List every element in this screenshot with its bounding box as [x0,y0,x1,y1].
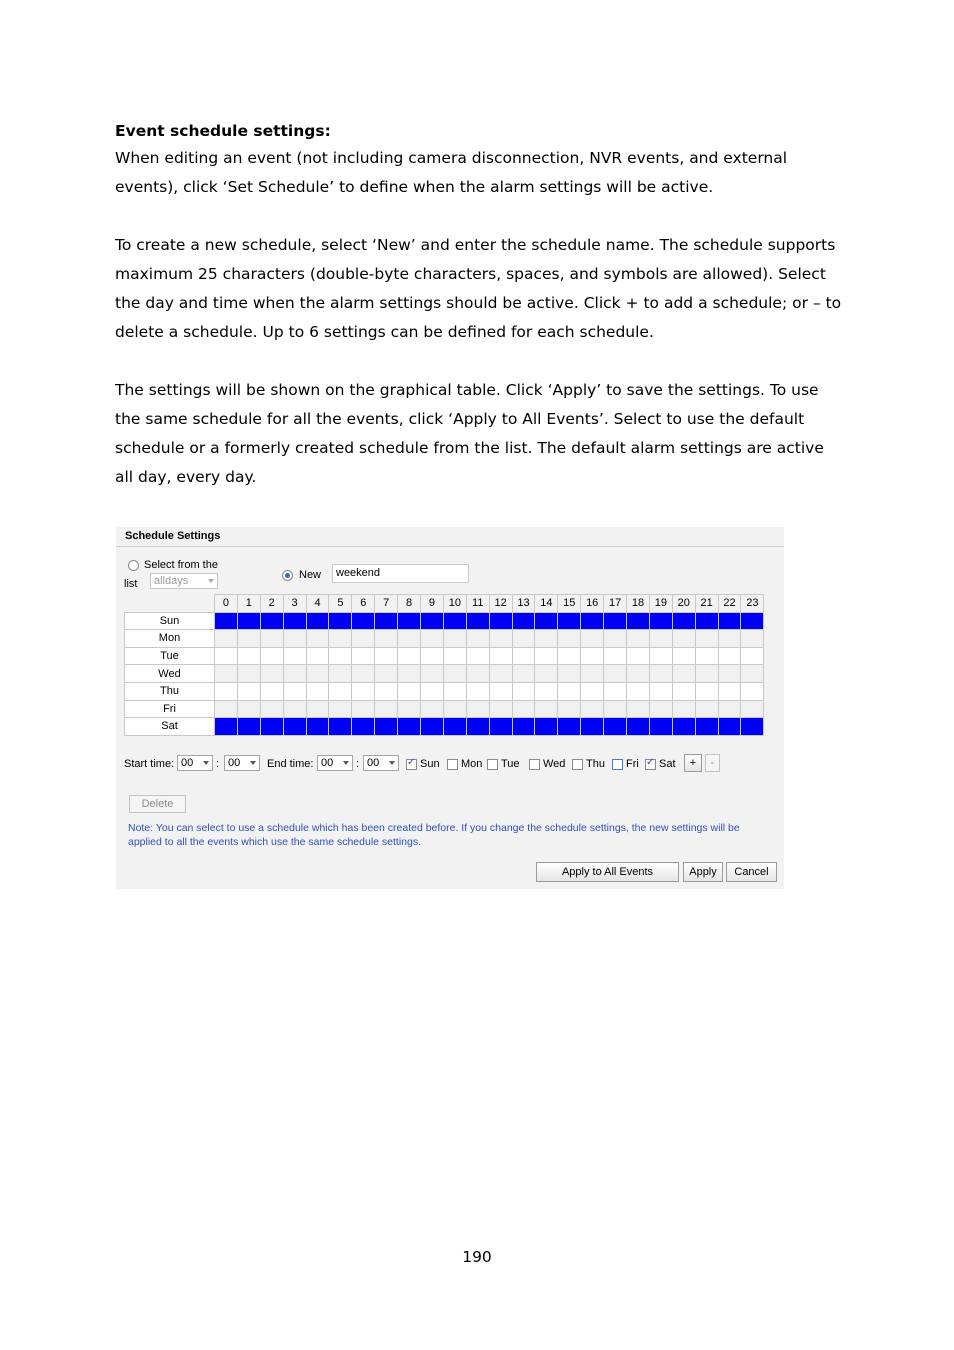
schedule-cell[interactable] [215,682,238,700]
hour-header: 4 [306,595,329,613]
schedule-cell[interactable] [649,630,672,648]
hour-header: 5 [329,595,352,613]
schedule-cell[interactable] [215,700,238,718]
schedule-cell[interactable] [443,612,466,630]
hour-header: 20 [672,595,695,613]
schedule-cell[interactable] [649,647,672,665]
start-hour-select[interactable] [177,755,213,771]
schedule-cell[interactable] [421,630,444,648]
schedule-cell[interactable] [306,682,329,700]
radio-icon[interactable] [128,560,139,571]
hour-header: 17 [604,595,627,613]
schedule-cell[interactable] [466,682,489,700]
schedule-cell[interactable] [627,718,650,736]
delete-button[interactable]: Delete [129,795,186,813]
hour-header: 21 [695,595,718,613]
schedule-cell[interactable] [260,647,283,665]
schedule-cell[interactable] [581,612,604,630]
schedule-cell[interactable] [215,647,238,665]
hour-header: 6 [352,595,375,613]
schedule-cell[interactable] [512,700,535,718]
add-schedule-button[interactable]: + [684,754,702,772]
schedule-cell[interactable] [558,700,581,718]
schedule-cell[interactable] [352,612,375,630]
schedule-cell[interactable] [581,665,604,683]
day-label: Wed [125,665,215,683]
schedule-row [125,682,764,700]
schedule-cell[interactable] [741,665,764,683]
day-checkbox-label: Wed [543,758,566,770]
schedule-cell[interactable] [581,700,604,718]
schedule-cell[interactable] [375,700,398,718]
start-hour-value: 00 [181,757,194,769]
schedule-cell[interactable] [535,700,558,718]
hour-header: 18 [627,595,650,613]
schedule-cell[interactable] [466,630,489,648]
schedule-cell[interactable] [627,612,650,630]
schedule-cell[interactable] [581,647,604,665]
schedule-cell[interactable] [283,682,306,700]
schedule-cell[interactable] [352,718,375,736]
hour-header: 23 [741,595,764,613]
day-checkbox-label: Fri [626,758,639,770]
end-minute-value: 00 [367,757,380,769]
schedule-cell[interactable] [489,718,512,736]
schedule-cell[interactable] [604,630,627,648]
hour-header: 7 [375,595,398,613]
hour-header: 19 [649,595,672,613]
schedule-cell[interactable] [558,682,581,700]
schedule-row [125,630,764,648]
day-label: Sat [125,718,215,736]
checkbox-checked-icon[interactable] [645,759,656,770]
hour-header: 2 [260,595,283,613]
schedule-cell[interactable] [695,612,718,630]
schedule-cell[interactable] [672,665,695,683]
schedule-cell[interactable] [352,700,375,718]
schedule-cell[interactable] [329,718,352,736]
schedule-cell[interactable] [260,718,283,736]
schedule-cell[interactable] [672,718,695,736]
schedule-cell[interactable] [306,612,329,630]
schedule-cell[interactable] [352,665,375,683]
schedule-cell[interactable] [283,647,306,665]
checkbox-icon[interactable] [612,759,623,770]
schedule-cell[interactable] [741,630,764,648]
schedule-cell[interactable] [558,647,581,665]
schedule-cell[interactable] [695,700,718,718]
schedule-row [125,700,764,718]
page-number: 190 [462,1248,492,1266]
schedule-cell[interactable] [215,630,238,648]
schedule-cell[interactable] [260,665,283,683]
schedule-cell[interactable] [512,682,535,700]
time-colon: : [356,758,360,770]
schedule-cell[interactable] [695,630,718,648]
schedule-cell[interactable] [443,665,466,683]
day-checkbox-sun[interactable] [406,758,440,770]
schedule-cell[interactable] [627,665,650,683]
schedule-cell[interactable] [741,718,764,736]
checkbox-icon[interactable] [447,759,458,770]
schedule-cell[interactable] [718,630,741,648]
schedule-cell[interactable] [398,647,421,665]
schedule-cell[interactable] [329,630,352,648]
schedule-cell[interactable] [283,665,306,683]
schedule-cell[interactable] [535,647,558,665]
hour-header: 0 [215,595,238,613]
chevron-down-icon [203,761,209,765]
schedule-cell[interactable] [672,612,695,630]
schedule-cell[interactable] [718,700,741,718]
schedule-cell[interactable] [329,700,352,718]
schedule-cell[interactable] [741,647,764,665]
schedule-cell[interactable] [306,647,329,665]
schedule-cell[interactable] [421,718,444,736]
hour-header: 11 [466,595,489,613]
schedule-grid [124,594,764,736]
schedule-name-input[interactable]: weekend [332,564,469,583]
schedule-cell[interactable] [260,612,283,630]
schedule-cell[interactable] [489,700,512,718]
schedule-cell[interactable] [466,718,489,736]
day-checkbox-tue[interactable] [487,758,520,770]
hour-header: 3 [283,595,306,613]
schedule-cell[interactable] [215,718,238,736]
schedule-cell[interactable] [581,682,604,700]
schedule-cell[interactable] [306,630,329,648]
schedule-cell[interactable] [443,682,466,700]
hour-header: 14 [535,595,558,613]
start-minute-value: 00 [228,757,241,769]
schedule-cell[interactable] [535,665,558,683]
schedule-cell[interactable] [535,630,558,648]
schedule-settings-panel [116,527,784,889]
day-checkbox-label: Sun [420,758,440,770]
schedule-cell[interactable] [237,700,260,718]
schedule-cell[interactable] [741,682,764,700]
schedule-cell[interactable] [237,682,260,700]
schedule-cell[interactable] [283,612,306,630]
schedule-cell[interactable] [627,647,650,665]
hour-header: 8 [398,595,421,613]
panel-title: Schedule Settings [125,530,221,542]
day-checkbox-label: Tue [501,758,520,770]
schedule-cell[interactable] [306,700,329,718]
schedule-cell[interactable] [283,630,306,648]
schedule-cell[interactable] [535,682,558,700]
schedule-cell[interactable] [627,682,650,700]
schedule-cell[interactable] [421,700,444,718]
schedule-cell[interactable] [375,665,398,683]
hour-header: 12 [489,595,512,613]
schedule-cell[interactable] [718,647,741,665]
schedule-cell[interactable] [260,682,283,700]
apply-to-all-events-button[interactable]: Apply to All Events [536,862,679,882]
schedule-cell[interactable] [512,718,535,736]
schedule-cell[interactable] [237,647,260,665]
schedule-cell[interactable] [375,630,398,648]
chevron-down-icon [208,579,214,583]
schedule-cell[interactable] [718,612,741,630]
schedule-cell[interactable] [237,612,260,630]
day-checkbox-mon[interactable] [447,758,482,770]
schedule-cell[interactable] [672,682,695,700]
schedule-cell[interactable] [558,630,581,648]
schedule-cell[interactable] [718,718,741,736]
start-time-label: Start time: [124,758,175,770]
chevron-down-icon [250,761,256,765]
schedule-cell[interactable] [558,612,581,630]
schedule-cell[interactable] [443,700,466,718]
schedule-cell[interactable] [741,700,764,718]
schedule-cell[interactable] [283,718,306,736]
section-heading: Event schedule settings: [115,122,331,140]
hour-header: 13 [512,595,535,613]
schedule-cell[interactable] [581,630,604,648]
schedule-cell[interactable] [604,647,627,665]
schedule-cell[interactable] [329,682,352,700]
schedule-cell[interactable] [260,630,283,648]
paragraph-graphical-table: The settings will be shown on the graphical table. Click ‘Apply’ to save the settings. To use the same schedule for all the events, click ‘Apply to All Events’. Select to use the default schedule or a formerly created schedule from the list. The default alarm settings are active all day, every day. [115,381,824,486]
schedule-cell[interactable] [421,665,444,683]
end-hour-select[interactable] [317,755,353,771]
schedule-cell[interactable] [443,630,466,648]
schedule-cell[interactable] [352,647,375,665]
schedule-cell[interactable] [604,612,627,630]
paragraph-intro: When editing an event (not including camera disconnection, NVR events, and external events), click ‘Set Schedule’ to define when the alarm settings will be active. [115,149,788,196]
schedule-cell[interactable] [512,665,535,683]
schedule-list-value: alldays [154,575,189,587]
schedule-cell[interactable] [421,647,444,665]
schedule-cell[interactable] [649,665,672,683]
day-label: Thu [125,682,215,700]
select-from-label: Select from the [144,559,218,571]
schedule-cell[interactable] [649,718,672,736]
paragraph-create-schedule: To create a new schedule, select ‘New’ and enter the schedule name. The schedule supports maximum 25 characters (double-byte characters, spaces, and symbols are allowed). Select the day and time when the alarm settings should be active. Click + to add a schedule; or – to delete a schedule. Up to 6 settings can be defined for each schedule. [115,236,842,341]
schedule-cell[interactable] [375,612,398,630]
schedule-cell[interactable] [489,612,512,630]
schedule-cell[interactable] [695,682,718,700]
hour-header: 9 [421,595,444,613]
schedule-cell[interactable] [649,700,672,718]
schedule-cell[interactable] [375,647,398,665]
hour-header: 22 [718,595,741,613]
remove-schedule-button[interactable]: - [705,754,720,772]
schedule-cell[interactable] [466,665,489,683]
schedule-cell[interactable] [215,665,238,683]
schedule-cell[interactable] [352,682,375,700]
checkbox-icon[interactable] [572,759,583,770]
schedule-note: Note: You can select to use a schedule which has been created before. If you change the schedule settings, the new settings will be applied to all the events which use the same schedule settings. [128,822,740,848]
checkbox-icon[interactable] [487,759,498,770]
day-checkbox-fri[interactable] [612,758,639,770]
day-checkbox-label: Thu [586,758,605,770]
schedule-cell[interactable] [443,647,466,665]
schedule-cell[interactable] [443,718,466,736]
schedule-cell[interactable] [398,612,421,630]
hour-header: 16 [581,595,604,613]
schedule-cell[interactable] [260,700,283,718]
day-checkbox-sat[interactable] [645,758,676,770]
schedule-cell[interactable] [329,665,352,683]
schedule-row [125,612,764,630]
schedule-cell[interactable] [741,612,764,630]
schedule-cell[interactable] [535,718,558,736]
day-label: Tue [125,647,215,665]
schedule-cell[interactable] [512,647,535,665]
schedule-cell[interactable] [649,612,672,630]
hour-header: 1 [237,595,260,613]
schedule-cell[interactable] [237,718,260,736]
cancel-button[interactable]: Cancel [726,862,777,882]
day-label: Fri [125,700,215,718]
schedule-cell[interactable] [375,682,398,700]
chevron-down-icon [343,761,349,765]
schedule-cell[interactable] [489,630,512,648]
schedule-cell[interactable] [466,700,489,718]
schedule-cell[interactable] [352,630,375,648]
schedule-cell[interactable] [672,647,695,665]
panel-divider [116,546,784,547]
schedule-row [125,718,764,736]
schedule-cell[interactable] [398,665,421,683]
schedule-cell[interactable] [421,682,444,700]
radio-selected-icon[interactable] [282,570,293,581]
day-label: Mon [125,630,215,648]
schedule-cell[interactable] [306,718,329,736]
schedule-cell[interactable] [558,665,581,683]
schedule-cell[interactable] [604,665,627,683]
schedule-cell[interactable] [375,718,398,736]
end-hour-value: 00 [321,757,334,769]
schedule-cell[interactable] [237,630,260,648]
day-label: Sun [125,612,215,630]
day-checkbox-label: Sat [659,758,676,770]
schedule-cell[interactable] [489,665,512,683]
schedule-cell[interactable] [306,665,329,683]
checkbox-checked-icon[interactable] [406,759,417,770]
schedule-cell[interactable] [718,682,741,700]
schedule-cell[interactable] [604,700,627,718]
start-minute-select[interactable] [224,755,260,771]
schedule-cell[interactable] [581,718,604,736]
schedule-cell[interactable] [649,682,672,700]
schedule-cell[interactable] [466,647,489,665]
new-label: New [299,569,322,581]
schedule-cell[interactable] [398,718,421,736]
schedule-cell[interactable] [329,647,352,665]
chevron-down-icon [389,761,395,765]
schedule-cell[interactable] [421,612,444,630]
schedule-row [125,647,764,665]
checkbox-icon[interactable] [529,759,540,770]
schedule-cell[interactable] [283,700,306,718]
schedule-list-dropdown[interactable] [150,573,218,589]
select-from-list-option[interactable] [128,559,218,571]
day-checkbox-thu[interactable] [572,758,605,770]
schedule-cell[interactable] [329,612,352,630]
schedule-cell[interactable] [695,718,718,736]
schedule-cell[interactable] [672,630,695,648]
time-colon: : [216,758,220,770]
schedule-cell[interactable] [627,630,650,648]
schedule-cell[interactable] [489,647,512,665]
schedule-cell[interactable] [627,700,650,718]
schedule-cell[interactable] [398,700,421,718]
schedule-cell[interactable] [512,630,535,648]
apply-button[interactable]: Apply [683,862,723,882]
schedule-cell[interactable] [512,612,535,630]
end-time-label: End time: [267,758,314,770]
schedule-cell[interactable] [695,665,718,683]
schedule-cell[interactable] [535,612,558,630]
schedule-cell[interactable] [604,718,627,736]
schedule-cell[interactable] [398,630,421,648]
schedule-cell[interactable] [466,612,489,630]
day-checkbox-wed[interactable] [529,758,565,770]
day-checkbox-label: Mon [461,758,483,770]
schedule-cell[interactable] [489,682,512,700]
schedule-cell[interactable] [718,665,741,683]
document-body [115,118,845,521]
schedule-cell[interactable] [558,718,581,736]
list-label: list [124,578,138,590]
hour-header: 15 [558,595,581,613]
schedule-cell[interactable] [604,682,627,700]
schedule-cell[interactable] [398,682,421,700]
grid-corner [125,595,215,613]
new-schedule-option[interactable] [282,569,321,581]
hour-header: 10 [443,595,466,613]
schedule-cell[interactable] [672,700,695,718]
schedule-row [125,665,764,683]
schedule-cell[interactable] [237,665,260,683]
schedule-cell[interactable] [215,612,238,630]
schedule-cell[interactable] [695,647,718,665]
end-minute-select[interactable] [363,755,399,771]
